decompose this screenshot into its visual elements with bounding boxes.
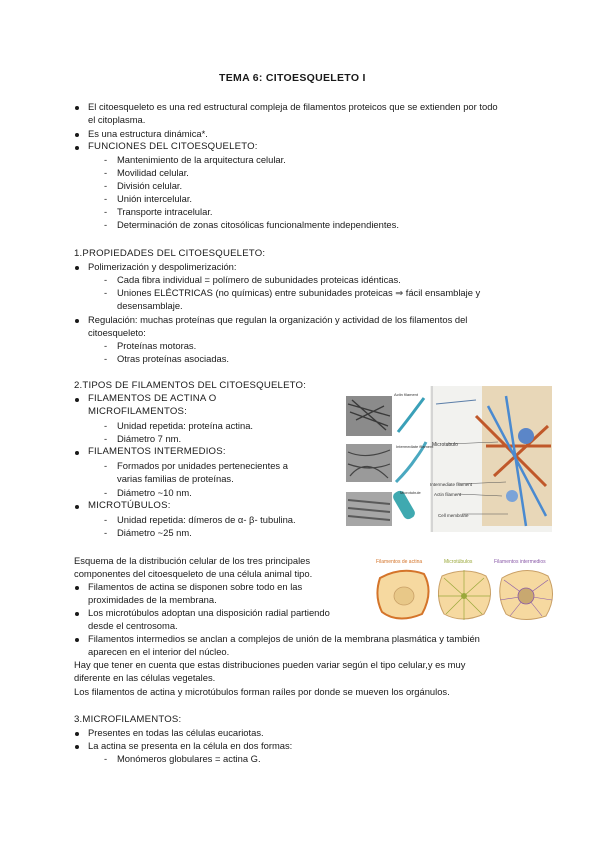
- dash: -: [104, 193, 108, 204]
- intro-text: El citoesqueleto es una red estructural compleja de filamentos proteicos que se extienden por todo: [88, 101, 498, 112]
- cell-intermediate: [500, 570, 553, 619]
- filaments-figure: [326, 386, 552, 534]
- distribution-text: desde el centrosoma.: [88, 620, 178, 631]
- section2-text: MICROTÚBULOS:: [88, 500, 171, 511]
- dist-label-inter: Filamentos intermedios: [494, 559, 546, 565]
- bullet-dot: [75, 451, 79, 455]
- section2-heading: 2.TIPOS DE FILAMENTOS DEL CITOESQUELETO:: [74, 380, 307, 391]
- cell-microtubules: [438, 570, 491, 620]
- section2-text: FILAMENTOS INTERMEDIOS:: [88, 446, 226, 457]
- section1-text: Cada fibra individual = polímero de subunidades proteicas idénticas.: [117, 274, 401, 285]
- dash: -: [104, 340, 108, 351]
- cell-actin: [377, 571, 428, 619]
- dash: -: [104, 514, 108, 525]
- bullet-dot: [75, 638, 79, 642]
- bullet-dot: [75, 146, 79, 150]
- distribution-text: aparecen en el interior del núcleo.: [88, 646, 230, 657]
- functions-heading: FUNCIONES DEL CITOESQUELETO:: [88, 141, 258, 152]
- dash: -: [104, 180, 108, 191]
- intro-text: el citoplasma.: [88, 114, 146, 125]
- dash: -: [104, 206, 108, 217]
- function-item: Unión intercelular.: [117, 193, 193, 204]
- bullet-dot: [75, 586, 79, 590]
- section2-text: Formados por unidades pertenecientes a: [117, 460, 288, 471]
- section1-text: citoesqueleto:: [88, 327, 146, 338]
- intro-text: Es una estructura dinámica*.: [88, 128, 208, 139]
- bullet-dot: [75, 745, 79, 749]
- bullet-dot: [75, 612, 79, 616]
- function-item: Determinación de zonas citosólicas funcionalmente independientes.: [117, 219, 399, 230]
- section2-text: FILAMENTOS DE ACTINA O: [88, 393, 217, 404]
- distribution-text: Filamentos de actina se disponen sobre todo en las: [88, 581, 303, 592]
- function-item: Movilidad celular.: [117, 167, 189, 178]
- section1-heading: 1.PROPIEDADES DEL CITOESQUELETO:: [74, 248, 266, 259]
- section2-text: Diámetro 7 nm.: [117, 433, 182, 444]
- bullet-dot: [75, 732, 79, 736]
- section3-text: Monómeros globulares = actina G.: [117, 753, 261, 764]
- bullet-dot: [75, 266, 79, 270]
- function-item: Mantenimiento de la arquitectura celular.: [117, 154, 286, 165]
- section3-text: La actina se presenta en la célula en dos formas:: [88, 740, 293, 751]
- section3-text: Presentes en todas las células eucariotas.: [88, 727, 264, 738]
- dash: -: [104, 487, 108, 498]
- section1-text: Regulación: muchas proteínas que regulan la organización y actividad de los filamentos del: [88, 314, 468, 325]
- section1-text: desensamblaje.: [117, 300, 183, 311]
- section1-text: Otras proteínas asociadas.: [117, 353, 230, 364]
- fig-label-cell-membrane: Cell membrane: [438, 513, 469, 518]
- dash: -: [104, 353, 108, 364]
- fig-label-actin: Actin filament: [394, 392, 419, 397]
- dash: -: [104, 287, 108, 298]
- distribution-text: diferente en las células vegetales.: [74, 672, 216, 683]
- dash: -: [104, 420, 108, 431]
- intermediate-micrograph: [346, 444, 392, 482]
- dash: -: [104, 219, 108, 230]
- section2-text: Unidad repetida: dímeros de α- β- tubulina.: [117, 514, 296, 525]
- dash: -: [104, 527, 108, 538]
- dash: -: [104, 154, 108, 165]
- bullet-dot: [75, 398, 79, 402]
- fig-label-intermediate2: Intermediate filament: [430, 482, 473, 487]
- distribution-text: Los filamentos de actina y microtúbulos forman raíles por donde se mueven los orgánulos.: [74, 686, 450, 697]
- bullet-dot: [75, 133, 79, 137]
- dash: -: [104, 753, 108, 764]
- distribution-text: Esquema de la distribución celular de los tres principales: [74, 555, 311, 566]
- dash: -: [104, 433, 108, 444]
- fig-label-microtubulo: Microtubulo: [432, 442, 458, 448]
- distribution-text: Los microtúbulos adoptan una disposición radial partiendo: [88, 607, 330, 618]
- distribution-text: proximidades de la membrana.: [88, 594, 217, 605]
- distribution-text: Hay que tener en cuenta que estas distribuciones pueden variar según el tipo celular,y es muy: [74, 659, 466, 670]
- dash: -: [104, 460, 108, 471]
- dash: -: [104, 274, 108, 285]
- bullet-dot: [75, 505, 79, 509]
- section2-text: Diámetro ~25 nm.: [117, 527, 192, 538]
- section2-text: varias familias de proteínas.: [117, 473, 234, 484]
- distribution-figure: [372, 556, 562, 628]
- dist-label-micro: Microtúbulos: [444, 559, 473, 565]
- function-item: Transporte intracelular.: [117, 206, 213, 217]
- section2-text: MICROFILAMENTOS:: [88, 406, 187, 417]
- function-item: División celular.: [117, 180, 183, 191]
- section1-text: Polimerización y despolimerización:: [88, 261, 237, 272]
- section1-text: Uniones ELÉCTRICAS (no químicas) entre subunidades proteicas ⇒ fácil ensamblaje y: [117, 287, 481, 298]
- fig-label-actin2: Actin filament: [434, 492, 462, 497]
- dist-label-actin: Filamentos de actina: [376, 559, 423, 565]
- bullet-dot: [75, 106, 79, 110]
- fig-label-microtubule: Microtubule: [400, 490, 421, 495]
- bullet-dot: [75, 319, 79, 323]
- page-title: TEMA 6: CITOESQUELETO I: [219, 72, 366, 84]
- distribution-text: componentes del citoesqueleto de una célula animal tipo.: [74, 568, 313, 579]
- section2-text: Unidad repetida: proteína actina.: [117, 420, 254, 431]
- section2-text: Diámetro ~10 nm.: [117, 487, 192, 498]
- section1-text: Proteínas motoras.: [117, 340, 197, 351]
- fig-label-intermediate: Intermediate filament: [396, 444, 434, 449]
- section3-heading: 3.MICROFILAMENTOS:: [74, 714, 182, 725]
- distribution-text: Filamentos intermedios se anclan a complejos de unión de la membrana plasmática y también: [88, 633, 480, 644]
- dash: -: [104, 167, 108, 178]
